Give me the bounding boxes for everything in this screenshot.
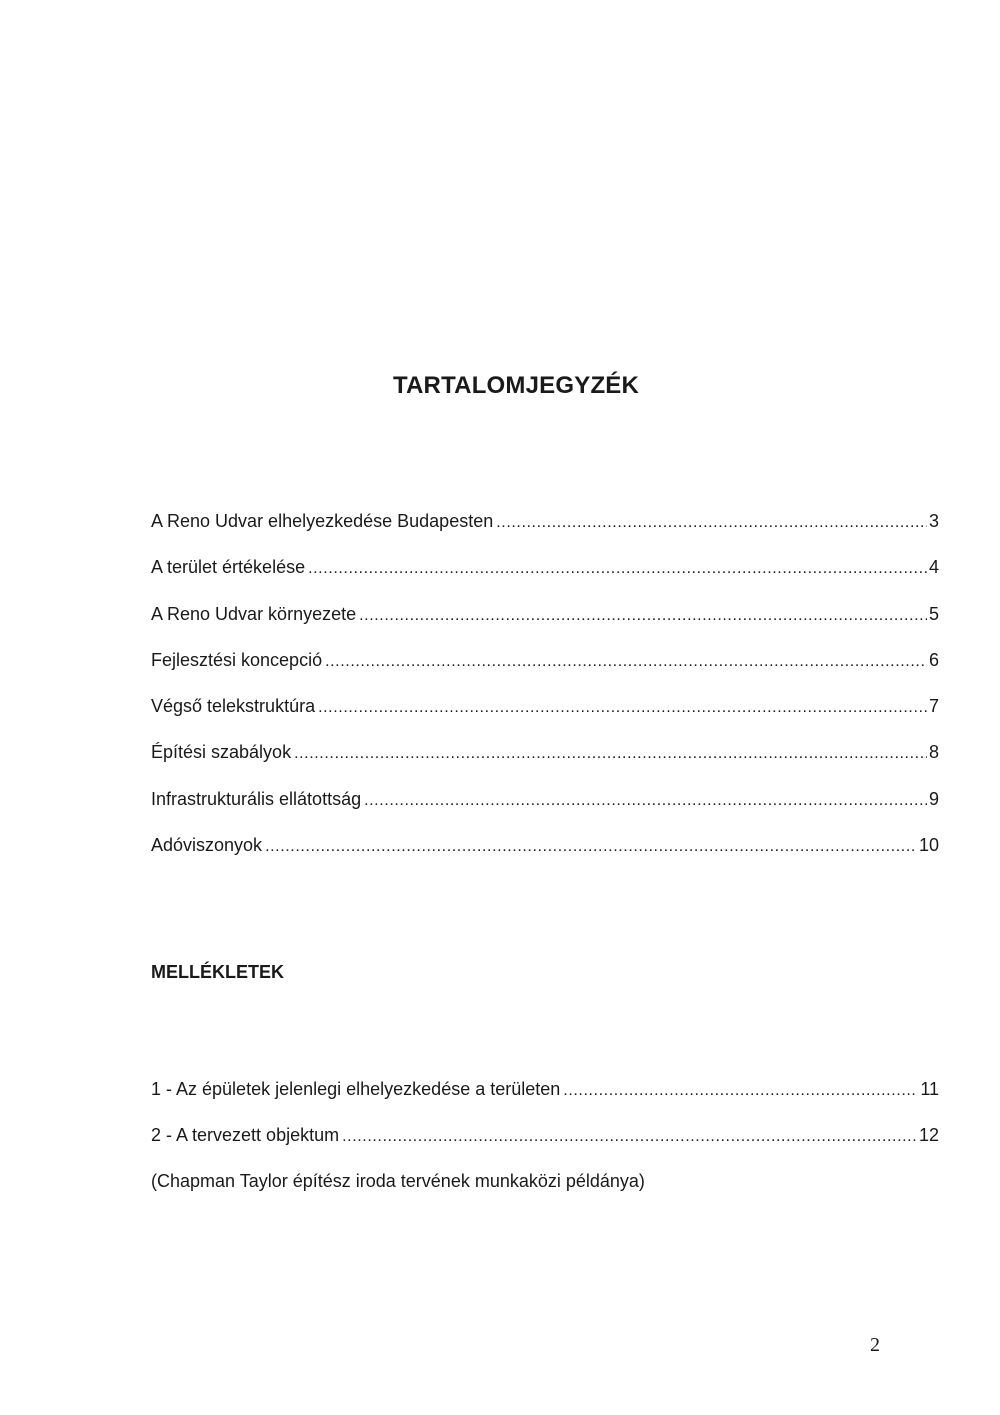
- toc-leader-dots: [563, 1078, 918, 1104]
- toc-entry: [151, 832, 939, 878]
- page-number: 2: [870, 1334, 880, 1356]
- toc-entry-page: 10: [918, 835, 939, 856]
- page-title: TARTALOMJEGYZÉK: [392, 372, 640, 399]
- toc-entry: [151, 601, 939, 647]
- appendix-entry-title: 2 - A tervezett objektum: [151, 1125, 340, 1146]
- toc-entry-title: Építési szabályok: [151, 742, 292, 763]
- toc-leader-dots: [318, 695, 927, 721]
- toc-entry-page: 8: [928, 742, 939, 763]
- toc-leader-dots: [496, 510, 927, 536]
- toc-entry: [151, 508, 939, 554]
- toc-entry-page: 9: [928, 788, 939, 809]
- appendix-entry: [151, 1122, 939, 1168]
- table-of-contents: [151, 508, 939, 878]
- toc-entry: [151, 647, 939, 693]
- toc-entry-title: Adóviszonyok: [151, 835, 263, 856]
- toc-entry: [151, 786, 939, 832]
- toc-leader-dots: [342, 1124, 917, 1150]
- toc-leader-dots: [364, 788, 927, 814]
- toc-entry-title: A Reno Udvar környezete: [151, 603, 357, 624]
- toc-entry-page: 7: [928, 696, 939, 717]
- appendix-note: (Chapman Taylor építész iroda tervének munkaközi példánya): [151, 1171, 645, 1191]
- toc-leader-dots: [325, 649, 927, 675]
- appendix-list: [151, 1076, 939, 1169]
- toc-leader-dots: [359, 603, 927, 629]
- toc-entry-page: 6: [928, 649, 939, 670]
- appendix-entry: [151, 1076, 939, 1122]
- toc-entry-title: Fejlesztési koncepció: [151, 649, 323, 670]
- appendix-entry-page: 11: [920, 1079, 939, 1099]
- toc-leader-dots: [308, 556, 927, 582]
- toc-entry-page: 3: [928, 511, 939, 531]
- toc-leader-dots: [294, 741, 927, 767]
- toc-entry: [151, 739, 939, 785]
- toc-entry-title: A Reno Udvar elhelyezkedése Budapesten: [151, 511, 494, 531]
- appendix-entry-title: 1 - Az épületek jelenlegi elhelyezkedése a területen: [151, 1079, 561, 1099]
- appendix-heading: MELLÉKLETEK: [151, 962, 284, 982]
- toc-entry-title: A terület értékelése: [151, 557, 306, 578]
- toc-entry: [151, 554, 939, 600]
- toc-entry-page: 5: [928, 603, 939, 624]
- toc-entry-title: Végső telekstruktúra: [151, 696, 316, 717]
- toc-leader-dots: [265, 834, 917, 860]
- appendix-entry-page: 12: [918, 1125, 939, 1146]
- toc-entry-title: Infrastrukturális ellátottság: [151, 788, 362, 809]
- toc-entry-page: 4: [928, 557, 939, 578]
- toc-entry: [151, 693, 939, 739]
